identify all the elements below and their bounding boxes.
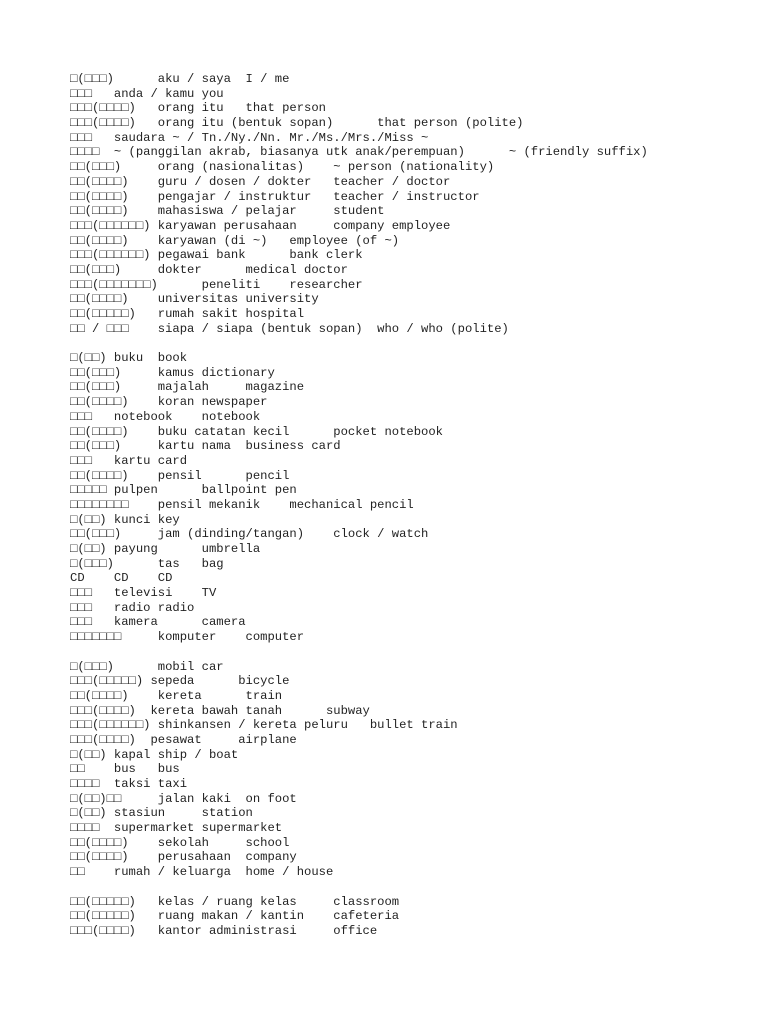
vocab-line: □□□□□ pulpen ballpoint pen — [70, 483, 297, 498]
section-objects — [70, 351, 648, 645]
vocab-line: □□□(□□□□□□) pegawai bank bank clerk — [70, 248, 363, 263]
vocab-line: □□(□□□) majalah magazine — [70, 380, 305, 395]
vocab-line: □□(□□□□) kereta train — [70, 688, 283, 703]
vocab-line: □(□□) kunci key — [70, 512, 180, 527]
vocab-line: □□□(□□□□□) sepeda bicycle — [70, 674, 290, 689]
vocab-line: □□(□□□□) pengajar / instruktur teacher / instructor — [70, 189, 480, 204]
vocab-line: □(□□) payung umbrella — [70, 542, 261, 556]
vocab-line: □□(□□□□) pensil pencil — [70, 468, 290, 483]
vocab-line: □□□(□□□□) orang itu (bentuk sopan) that person (polite) — [70, 116, 524, 131]
vocab-line: □□(□□□□□) kelas / ruang kelas classroom — [70, 894, 400, 909]
vocab-line: □□(□□□) kamus dictionary — [70, 365, 275, 380]
section-transport-places — [70, 660, 648, 880]
vocab-line: □□(□□□□) universitas university — [70, 292, 319, 307]
vocab-line: □□□ kamera camera — [70, 615, 246, 630]
vocab-line: □□(□□□) kartu nama business card — [70, 439, 341, 454]
vocabulary-document — [70, 72, 648, 939]
vocab-line: CD CD CD — [70, 571, 173, 586]
vocab-line: □□(□□□□) koran newspaper — [70, 395, 268, 410]
vocab-line: □□□ notebook notebook — [70, 409, 261, 424]
vocab-line: □□(□□□□) karyawan (di ~) employee (of ~) — [70, 233, 400, 248]
vocab-line: □□ bus bus — [70, 762, 180, 777]
section-rooms — [70, 895, 648, 939]
vocab-line: □□□(□□□□□□□) peneliti researcher — [70, 277, 363, 292]
vocab-line: □□□ radio radio — [70, 600, 195, 615]
vocab-line: □□ / □□□ siapa / siapa (bentuk sopan) who / who (polite) — [70, 321, 509, 336]
section-people — [70, 72, 648, 336]
vocab-line: □(□□) buku book — [70, 351, 188, 366]
vocab-line: □(□□□) mobil car — [70, 659, 224, 674]
vocab-line: □□□(□□□□) kantor administrasi office — [70, 923, 378, 938]
vocab-line: □□□(□□□□□□) shinkansen / kereta peluru bullet train — [70, 718, 458, 733]
vocab-line: □□□□□□□ komputer computer — [70, 630, 305, 645]
vocab-line: □□(□□□) orang (nasionalitas) ~ person (nationality) — [70, 160, 495, 175]
vocab-line: □(□□)□□ jalan kaki on foot — [70, 791, 297, 806]
vocab-line: □□□□□□□□ pensil mekanik mechanical pencil — [70, 497, 414, 512]
vocab-line: □□□□ supermarket supermarket — [70, 821, 283, 836]
vocab-line: □□(□□□) dokter medical doctor — [70, 262, 348, 277]
vocab-line: □□(□□□□) mahasiswa / pelajar student — [70, 204, 385, 219]
vocab-line: □□(□□□□) sekolah school — [70, 835, 290, 850]
vocab-line: □□(□□□□) buku catatan kecil pocket notebook — [70, 424, 443, 439]
vocab-line: □□□ kartu card — [70, 453, 188, 468]
section-spacer — [70, 880, 648, 895]
vocab-line: □□ rumah / keluarga home / house — [70, 865, 334, 880]
vocab-line: □□□□ ~ (panggilan akrab, biasanya utk anak/perempuan) ~ (friendly suffix) — [70, 145, 648, 160]
vocab-line: □□□(□□□□) orang itu that person — [70, 101, 326, 116]
vocab-line: □□(□□□□□) ruang makan / kantin cafeteria — [70, 909, 400, 924]
vocab-line: □□□(□□□□) pesawat airplane — [70, 732, 297, 747]
vocab-line: □□□(□□□□□□) karyawan perusahaan company employee — [70, 218, 451, 233]
vocab-line: □□□(□□□□) kereta bawah tanah subway — [70, 703, 370, 718]
vocab-line: □□□ televisi TV — [70, 586, 217, 601]
vocab-line: □□□ saudara ~ / Tn./Ny./Nn. Mr./Ms./Mrs./Miss ~ — [70, 130, 429, 145]
vocab-line: □□□ anda / kamu you — [70, 86, 224, 101]
vocab-line: □□(□□□□□) rumah sakit hospital — [70, 307, 305, 321]
vocab-line: □□(□□□) jam (dinding/tangan) clock / watch — [70, 527, 429, 542]
vocab-line: □(□□) stasiun station — [70, 806, 253, 821]
vocab-line: □□(□□□□) guru / dosen / dokter teacher / doctor — [70, 174, 451, 189]
vocab-line: □□□□ taksi taxi — [70, 777, 188, 791]
vocab-line: □(□□□) tas bag — [70, 556, 224, 571]
vocab-line: □(□□) kapal ship / boat — [70, 747, 239, 762]
vocab-line: □□(□□□□) perusahaan company — [70, 850, 297, 865]
section-spacer — [70, 645, 648, 660]
vocab-line: □(□□□) aku / saya I / me — [70, 72, 290, 86]
section-spacer — [70, 336, 648, 351]
